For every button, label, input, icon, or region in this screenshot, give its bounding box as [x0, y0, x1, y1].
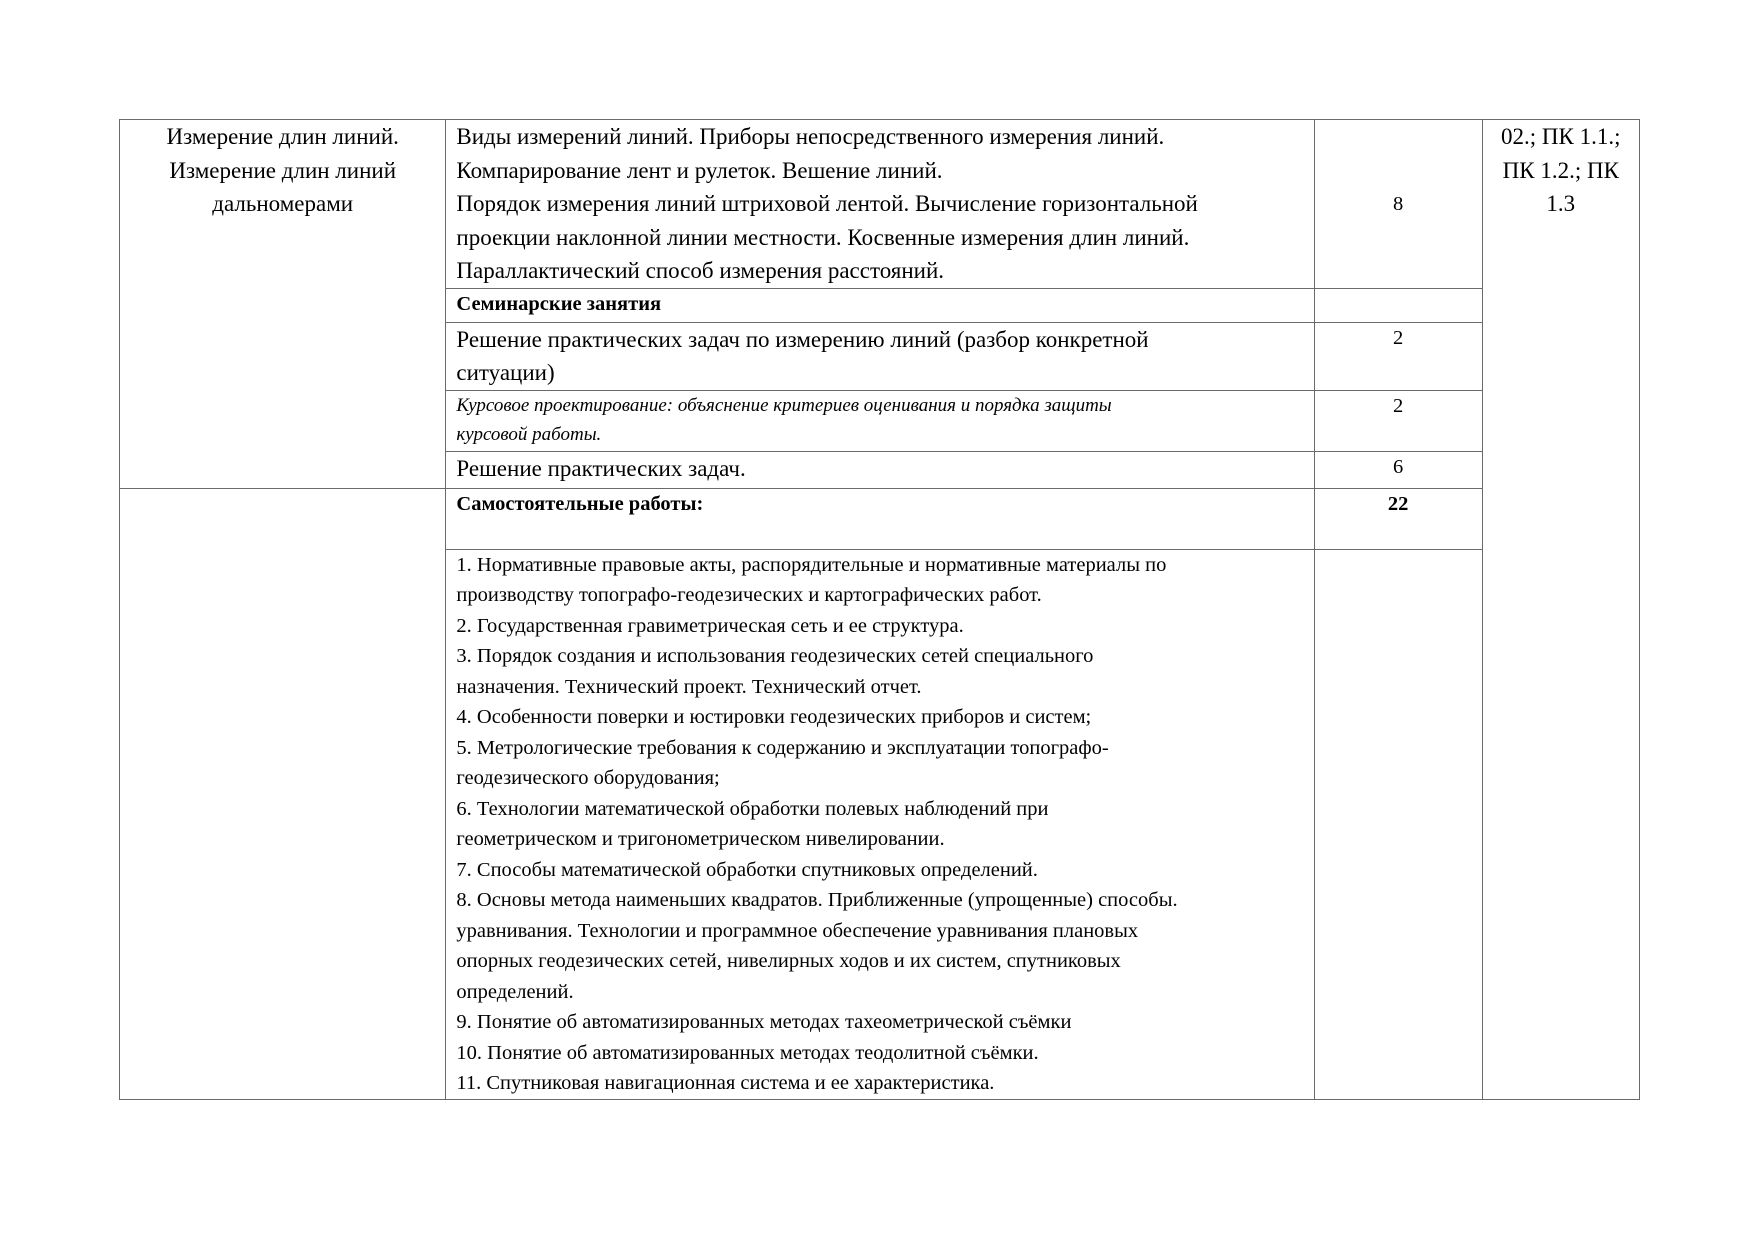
list-item: 1. Нормативные правовые акты, распорядительные и нормативные материалы по — [456, 553, 1167, 576]
lecture-hours: 8 — [1314, 120, 1482, 289]
list-item: уравнивания. Технологии и программное обеспечение уравнивания плановых — [456, 919, 1139, 942]
self-study-list — [446, 549, 1314, 1099]
list-item: 4. Особенности поверки и юстировки геодезических приборов и систем; — [456, 706, 1092, 728]
list-item: определений. — [456, 980, 574, 1003]
practice-hours: 2 — [1314, 322, 1482, 390]
self-study-heading: Самостоятельные работы: — [446, 488, 1314, 549]
lecture-line: Виды измерений линий. Приборы непосредственного измерения линий. — [456, 124, 1165, 149]
list-item: 6. Технологии математической обработки полевых наблюдений при — [456, 797, 1049, 820]
course-project-hours: 2 — [1314, 390, 1482, 451]
problem-solving-hours: 6 — [1314, 451, 1482, 488]
empty-topic-cell — [120, 488, 446, 1099]
list-item: геодезического оборудования; — [456, 767, 720, 789]
lecture-line: Параллактический способ измерения расстояний. — [456, 258, 945, 283]
lecture-line: Компарирование лент и рулеток. Вешение линий. — [456, 157, 943, 183]
competency-line: ПК 1.2.; ПК — [1502, 157, 1619, 183]
course-project-line: Курсовое проектирование: объяснение критериев оценивания и порядка защиты — [456, 394, 1112, 416]
list-item: 10. Понятие об автоматизированных методах теодолитной съёмки. — [456, 1041, 1039, 1064]
lecture-line: Порядок измерения линий штриховой лентой. Вычисление горизонтальной — [456, 191, 1198, 216]
list-item: 2. Государственная гравиметрическая сеть и ее структура. — [456, 614, 964, 637]
problem-solving-cell: Решение практических задач. — [446, 451, 1314, 488]
list-item: опорных геодезических сетей, нивелирных ходов и их систем, спутниковых — [456, 950, 1121, 972]
practice-line: Решение практических задач по измерению линий (разбор конкретной — [456, 326, 1149, 352]
list-item: 8. Основы метода наименьших квадратов. Приближенные (упрощенные) способы. — [456, 889, 1178, 911]
self-study-list-hours-empty — [1314, 549, 1482, 1099]
list-item: 9. Понятие об автоматизированных методах тахеометрической съёмки — [456, 1011, 1072, 1033]
list-item: производству топографо-геодезических и картографических работ. — [456, 584, 1042, 606]
list-item: геометрическом и тригонометрическом нивелировании. — [456, 828, 945, 850]
lecture-content-cell — [446, 120, 1314, 289]
topic-line: дальномерами — [212, 191, 354, 216]
course-project-cell — [446, 390, 1314, 451]
course-project-line: курсовой работы. — [456, 423, 602, 445]
practice-line: ситуации) — [456, 360, 555, 385]
list-item: 5. Метрологические требования к содержанию и эксплуатации топографо- — [456, 736, 1109, 759]
seminar-heading: Семинарские занятия — [446, 288, 1314, 322]
curriculum-table — [119, 119, 1640, 1100]
lecture-line: проекции наклонной линии местности. Косвенные измерения длин линий. — [456, 224, 1190, 250]
list-item: 3. Порядок создания и использования геодезических сетей специального — [456, 645, 1094, 667]
list-item: 7. Способы математической обработки спутниковых определений. — [456, 858, 1038, 881]
practice-content-cell — [446, 322, 1314, 390]
topic-line: Измерение длин линий. — [166, 124, 399, 149]
competencies-cell — [1482, 120, 1639, 1100]
seminar-hours-empty — [1314, 288, 1482, 322]
lecture-row — [120, 120, 1640, 289]
topic-cell — [120, 120, 446, 489]
self-study-header-row — [120, 488, 1640, 549]
list-item: назначения. Технический проект. Технический отчет. — [456, 675, 922, 698]
list-item: 11. Спутниковая навигационная система и ее характеристика. — [456, 1072, 995, 1094]
competency-line: 1.3 — [1546, 191, 1576, 216]
competency-line: 02.; ПК 1.1.; — [1501, 124, 1621, 149]
topic-line: Измерение длин линий — [169, 157, 397, 183]
self-study-hours: 22 — [1314, 488, 1482, 549]
